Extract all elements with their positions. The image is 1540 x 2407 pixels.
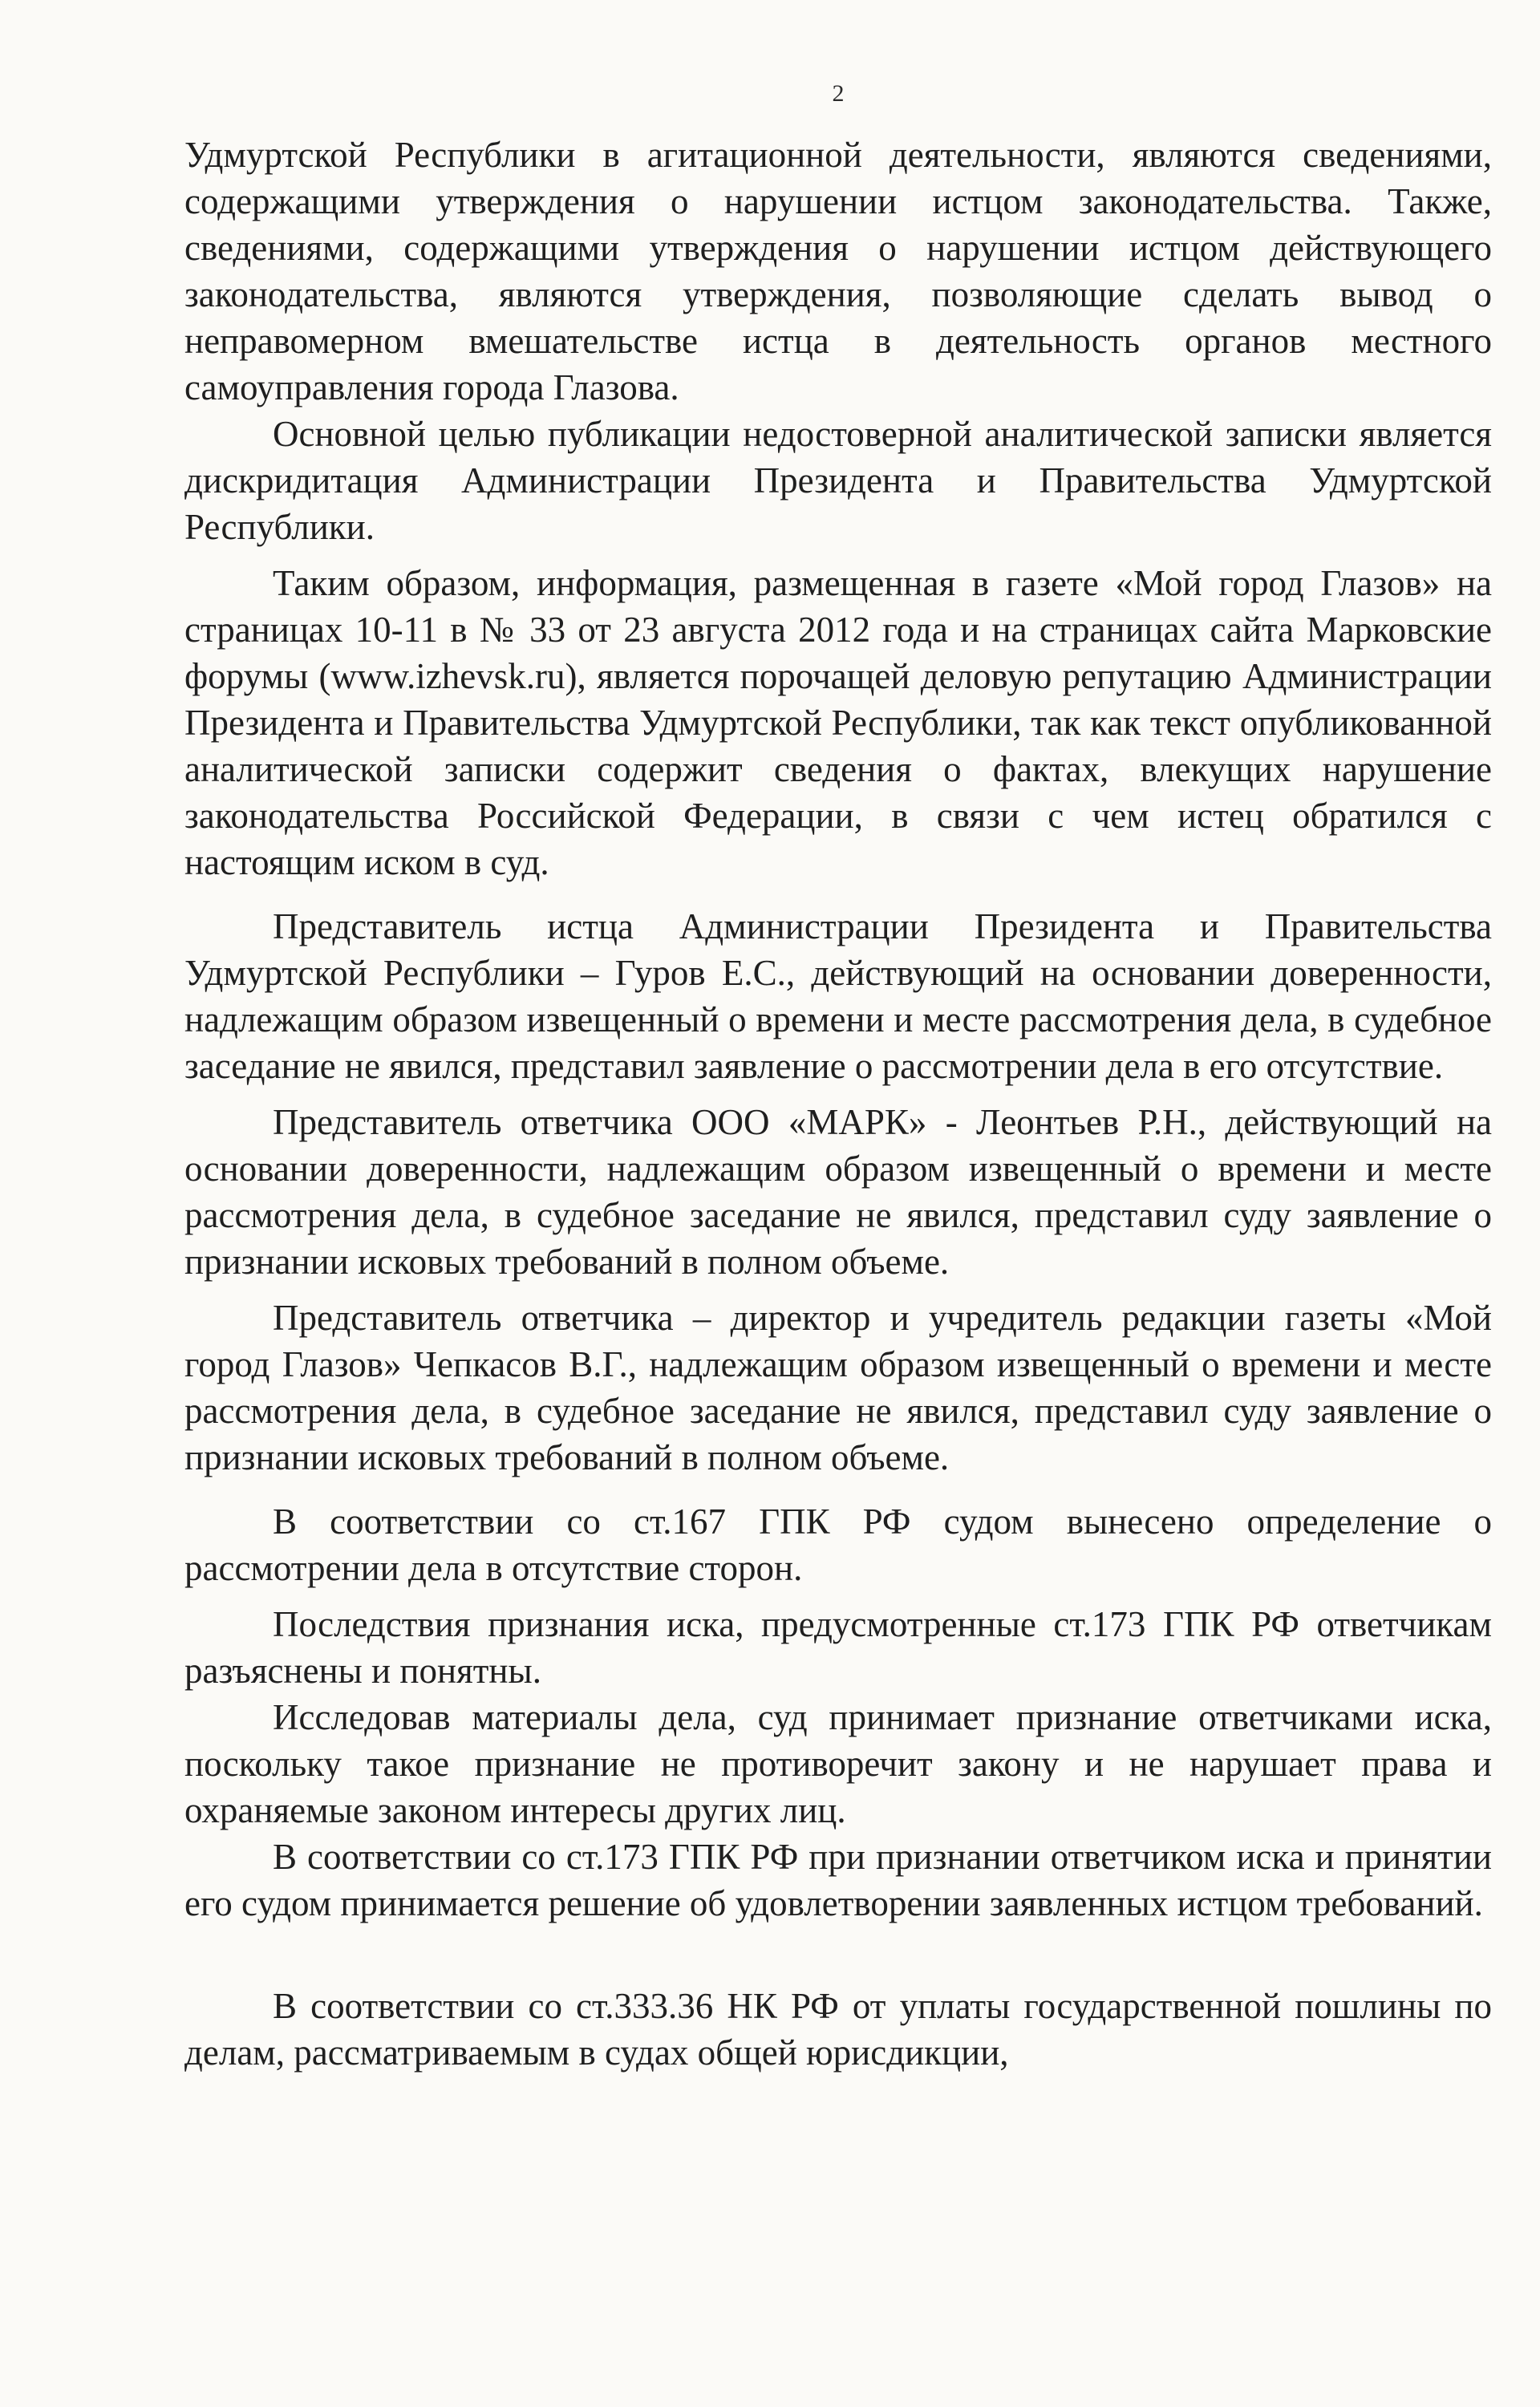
paragraph-10: В соответствии со ст.173 ГПК РФ при признании ответчиком иска и принятии его судом принимается решение об удовлетворении заявленных истцом требований. (184, 1837, 1492, 1923)
paragraph-9: Исследовав материалы дела, суд принимает признание ответчиками иска, поскольку такое признание не противоречит закону и не нарушает права и охраняемые законом интересы других лиц. (184, 1697, 1492, 1830)
paragraph-1: Удмуртской Республики в агитационной деятельности, являются сведениями, содержащими утверждения о нарушении истцом законодательства. Также, сведениями, содержащими утверждения о нарушении истцом действующего законодательства, являются утверждения, позволяющие сделать вывод о неправомерном вмешательстве истца в деятельность органов местного самоуправления города Глазова. (184, 135, 1492, 407)
paragraph-3: Таким образом, информация, размещенная в газете «Мой город Глазов» на страницах 10-11 в № 33 от 23 августа 2012 года и на страницах сайта Марковские форумы (www.izhevsk.ru), является порочащей деловую репутацию Администрации Президента и Правительства Удмуртской Республики, так как текст опубликованной аналитической записки содержит сведения о фактах, влекущих нарушение законодательства Российской Федерации, в связи с чем истец обратился с настоящим иском в суд. (184, 563, 1492, 882)
paragraph-11: В соответствии со ст.333.36 НК РФ от уплаты государственной пошлины по делам, рассматриваемым в судах общей юрисдикции, (184, 1986, 1492, 2073)
paragraph-5: Представитель ответчика ООО «МАРК» - Леонтьев Р.Н., действующий на основании доверенности, надлежащим образом извещенный о времени и месте рассмотрения дела, в судебное заседание не явился, представил суду заявление о признании исковых требований в полном объеме. (184, 1102, 1492, 1282)
paragraph-7: В соответствии со ст.167 ГПК РФ судом вынесено определение о рассмотрении дела в отсутствие сторон. (184, 1501, 1492, 1588)
paragraph-6: Представитель ответчика – директор и учредитель редакции газеты «Мой город Глазов» Чепкасов В.Г., надлежащим образом извещенный о времени и месте рассмотрения дела, в судебное заседание не явился, представил суду заявление о признании исковых требований в полном объеме. (184, 1298, 1492, 1477)
document-body (184, 132, 1492, 2076)
paragraph-4: Представитель истца Администрации Президента и Правительства Удмуртской Республики – Гуров Е.С., действующий на основании доверенности, надлежащим образом извещенный о времени и месте рассмотрения дела, в судебное заседание не явился, представил заявление о рассмотрении дела в его отсутствие. (184, 906, 1492, 1086)
paragraph-2: Основной целью публикации недостоверной аналитической записки является дискридитация Администрации Президента и Правительства Удмуртской Республики. (184, 414, 1492, 547)
page-number: 2 (832, 80, 845, 107)
paragraph-8: Последствия признания иска, предусмотренные ст.173 ГПК РФ ответчикам разъяснены и понятны. (184, 1604, 1492, 1691)
